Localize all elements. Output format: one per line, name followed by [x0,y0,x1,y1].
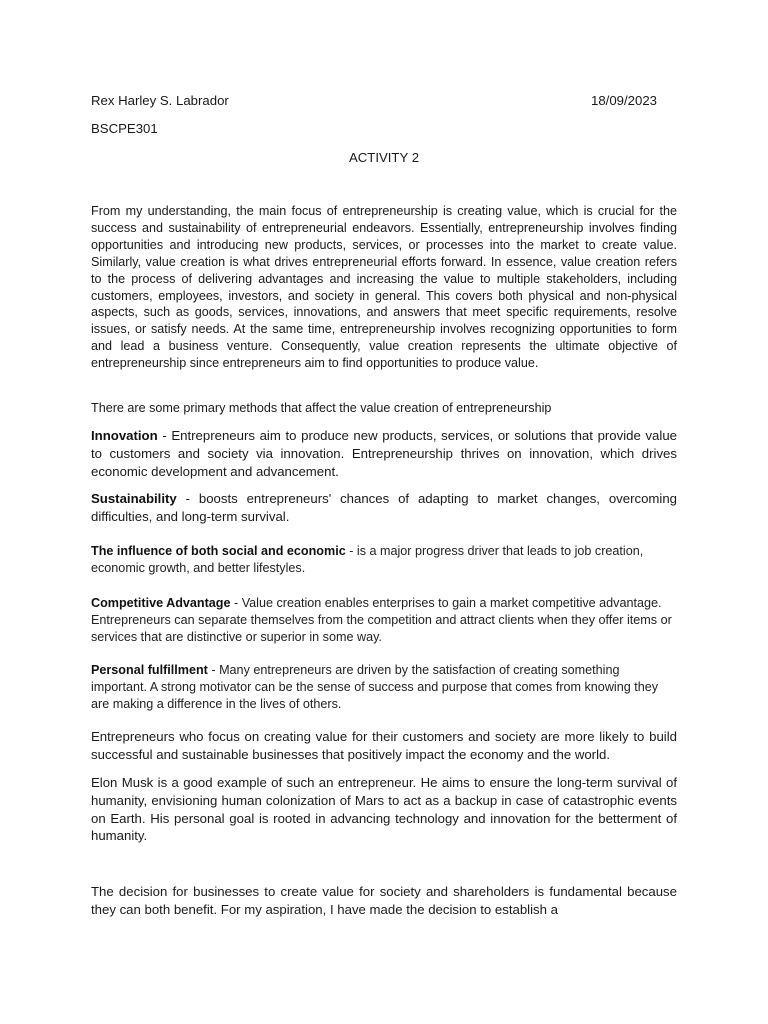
competitive-paragraph [91,595,677,646]
fulfillment-term: Personal fulfillment [91,663,208,677]
influence-term: The influence of both social and economic [91,544,346,558]
fulfillment-paragraph [91,662,677,713]
document-date: 18/09/2023 [590,93,657,108]
influence-paragraph [91,543,677,577]
methods-intro-paragraph: There are some primary methods that affect the value creation of entrepreneurship [91,401,552,415]
innovation-text: - Entrepreneurs aim to produce new products, services, or solutions that provide value to customers and society via innovation. Entrepreneurship thrives on innovation, which drives economic development and advancement. [91,428,677,479]
course-code: BSCPE301 [91,121,158,136]
document-title: ACTIVITY 2 [348,150,420,165]
sustainability-term: Sustainability [91,491,177,506]
intro-paragraph: From my understanding, the main focus of entrepreneurship is creating value, which is crucial for the success and sustainability of entrepreneurial endeavors. Essentially, entrepreneurship involves finding opportunities and introducing new products, services, or processes into the market to create value. Similarly, value creation is what drives entrepreneurial efforts forward. In essence, value creation refers to the process of delivering advantages and increasing the value to multiple stakeholders, including customers, employees, investors, and society in general. This covers both physical and non-physical aspects, such as goods, services, innovations, and answers that meet specific requirements, resolve issues, or satisfy needs. At the same time, entrepreneurship involves recognizing opportunities to form and lead a business venture. Consequently, value creation represents the ultimate objective of entrepreneurship since entrepreneurs aim to find opportunities to produce value. [91,204,677,371]
sustainability-text: - boosts entrepreneurs' chances of adapting to market changes, overcoming difficulties, and long-term survival. [91,491,677,524]
influence-text: - is a major progress driver that leads to job creation, economic growth, and better lifestyles. [91,544,644,575]
competitive-text: - Value creation enables enterprises to gain a market competitive advantage. Entrepreneurs can separate themselves from the competition and attract clients when they offer items or services that are distinctive or superior in some way. [91,596,672,644]
musk-paragraph: Elon Musk is a good example of such an entrepreneur. He aims to ensure the long-term survival of humanity, envisioning human colonization of Mars to act as a backup in case of catastrophic events on Earth. His personal goal is rooted in advancing technology and innovation for the betterment of humanity. [91,775,677,844]
fulfillment-text: - Many entrepreneurs are driven by the satisfaction of creating something important. A strong motivator can be the sense of success and purpose that comes from knowing they are making a difference in the lives of others. [91,663,659,711]
decision-paragraph: The decision for businesses to create value for society and shareholders is fundamental because they can both benefit. For my aspiration, I have made the decision to establish a [91,884,677,917]
innovation-term: Innovation [91,428,158,443]
document-page [91,0,677,1024]
competitive-term: Competitive Advantage [91,596,231,610]
innovation-paragraph [91,427,677,480]
sustainability-paragraph [91,490,677,526]
focus-paragraph: Entrepreneurs who focus on creating value for their customers and society are more likely to build successful and sustainable businesses that positively impact the economy and the world. [91,729,677,762]
author-name: Rex Harley S. Labrador [91,93,229,108]
